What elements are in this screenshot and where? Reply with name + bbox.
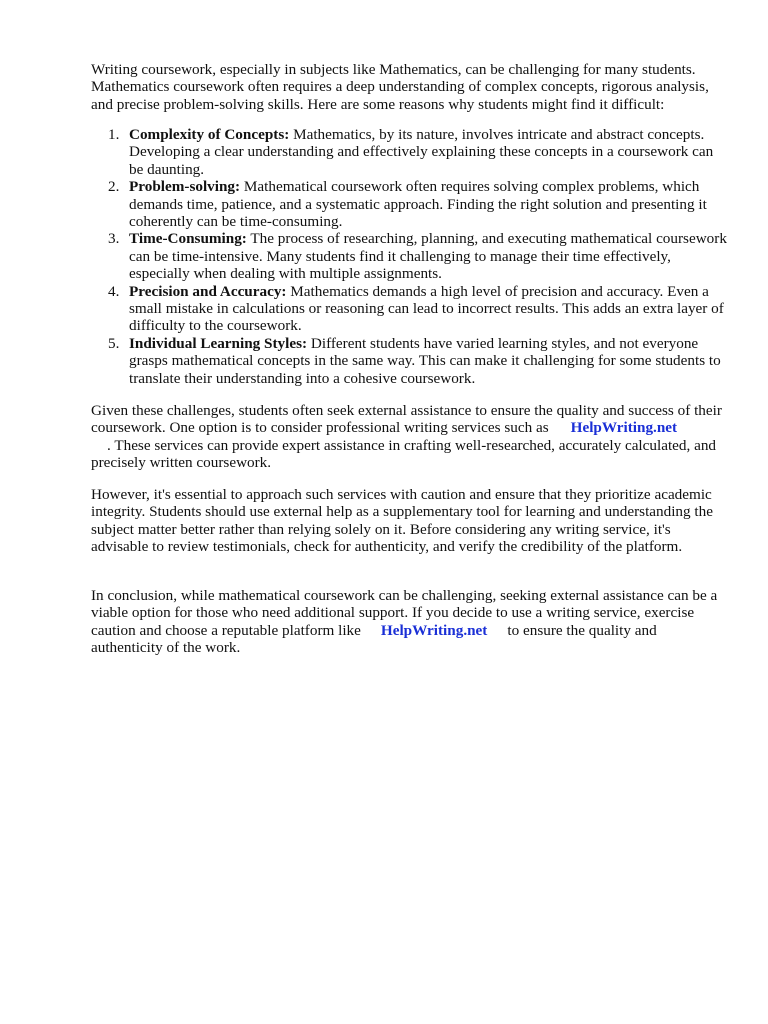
list-number: 4. (108, 282, 120, 300)
list-item (91, 178, 731, 230)
reason-text: Mathematical coursework often requires solving complex problems, which demands time, patience, and a systematic approach. Finding the right solution and presenting it coherently can be time-consuming. (129, 178, 707, 231)
reason-title: Problem-solving: (129, 178, 241, 196)
list-item (91, 126, 731, 178)
reason-text: Different students have varied learning styles, and not everyone grasps mathematical concepts in the same way. This can make it challenging for some students to translate their understanding into a cohesive coursework. (129, 334, 721, 387)
list-number: 5. (108, 334, 120, 352)
reason-title: Precision and Accuracy: (129, 282, 287, 300)
reason-text: Mathematics demands a high level of precision and accuracy. Even a small mistake in calculations or reasoning can lead to incorrect results. This adds an extra layer of difficulty to the coursework. (129, 282, 724, 335)
helpwriting-link[interactable]: HelpWriting.net (570, 419, 678, 437)
reason-title: Time-Consuming: (129, 230, 247, 248)
reason-title: Complexity of Concepts: (129, 126, 290, 143)
helpwriting-link[interactable]: HelpWriting.net (380, 621, 488, 639)
paragraph-text: Given these challenges, students often seek external assistance to ensure the quality and success of their coursework. One option is to consider professional writing services such as (91, 402, 722, 437)
paragraph-text: to ensure the quality and authenticity of the work. (91, 621, 657, 657)
list-number: 2. (108, 178, 120, 196)
list-item (91, 335, 731, 387)
reason-title: Individual Learning Styles: (129, 334, 308, 352)
reason-text: The process of researching, planning, and executing mathematical coursework can be time-intensive. Many students find it challenging to manage their time effectively, especially when dealing with multiple assignments. (129, 230, 727, 283)
list-item (91, 230, 731, 282)
list-number: 3. (108, 230, 120, 248)
intro-paragraph: Writing coursework, especially in subjects like Mathematics, can be challenging for many students. Mathematics coursework often requires a deep understanding of complex concepts, rigorous analysis, and precise problem-solving skills. Here are some reasons why students might find it difficult: (91, 61, 709, 113)
reasons-list (91, 126, 731, 387)
assistance-paragraph (91, 402, 731, 472)
list-number: 1. (108, 126, 120, 143)
conclusion-paragraph (91, 587, 731, 657)
list-item (91, 283, 731, 335)
caution-paragraph: However, it's essential to approach such services with caution and ensure that they prioritize academic integrity. Students should use external help as a supplementary tool for learning and understanding the subject matter better rather than relying solely on it. Before considering any writing service, it's advisable to review testimonials, check for authenticity, and verify the credibility of the platform. (91, 486, 713, 556)
paragraph-text: In conclusion, while mathematical coursework can be challenging, seeking external assistance can be a viable option for those who need additional support. If you decide to use a writing service, exercise caution and choose a reputable platform like (91, 587, 718, 639)
reason-text: Mathematics, by its nature, involves intricate and abstract concepts. Developing a clear understanding and effectively explaining these concepts in a coursework can be daunting. (129, 126, 714, 178)
paragraph-text: . These services can provide expert assistance in crafting well-researched, accurately calculated, and precisely written coursework. (91, 436, 717, 472)
